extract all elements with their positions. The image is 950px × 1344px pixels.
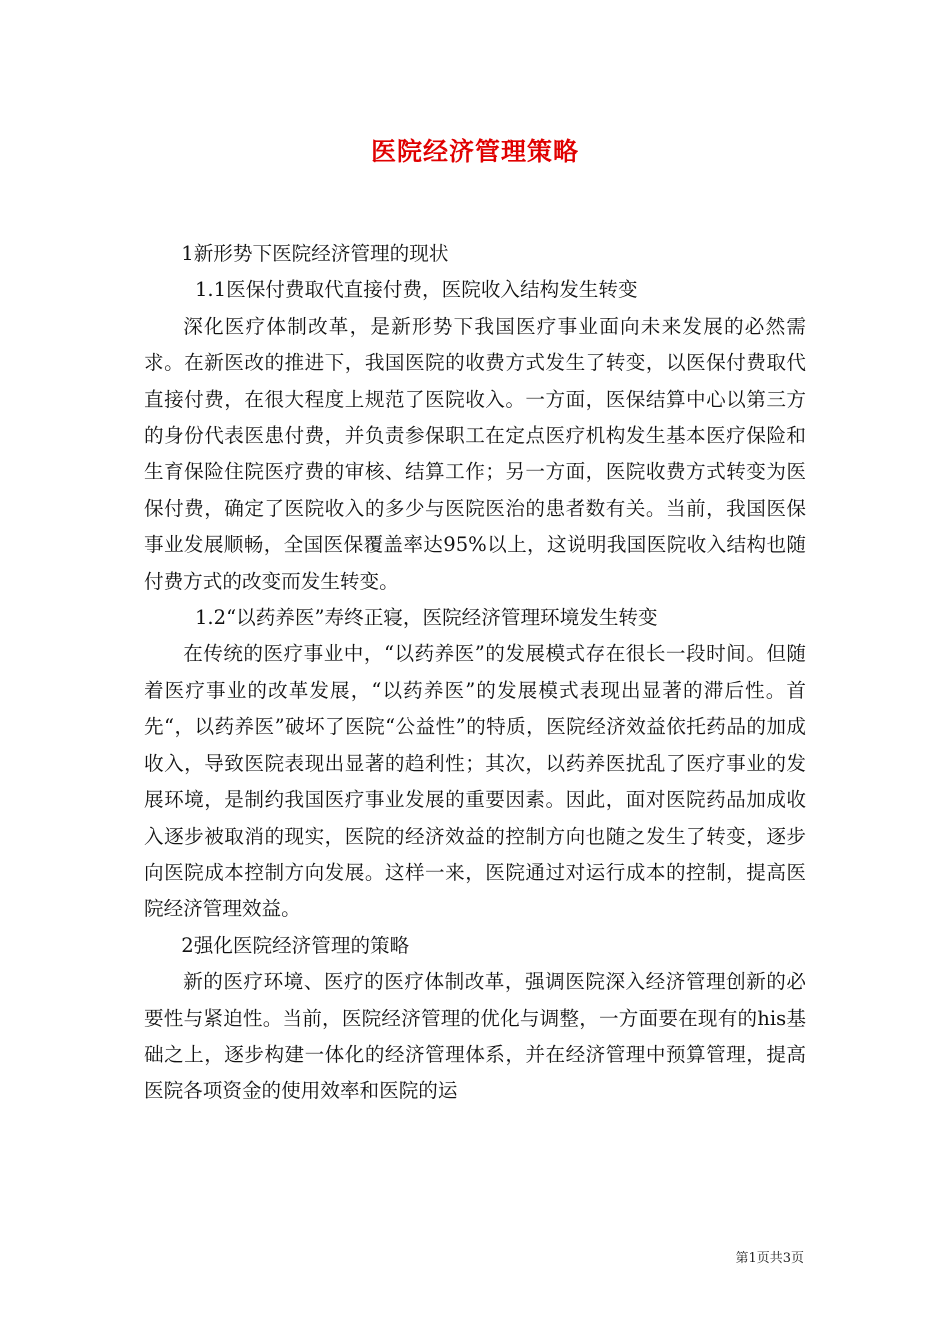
paragraph-2: 新的医疗环境、医疗的医疗体制改革，强调医院深入经济管理创新的必要性与紧迫性。当前，医院经济管理的优化与调整，一方面要在现有的his基础之上，逐步构建一体化的经济管理体系，并在经济管理中预算管理，提高医院各项资金的使用效率和医院的运 xyxy=(144,970,806,1103)
subsection-heading-1-1: 1.1医保付费取代直接付费，医院收入结构发生转变 xyxy=(194,278,638,302)
section-heading-2: 2强化医院经济管理的策略 xyxy=(181,933,410,957)
paragraph-1-2: 在传统的医疗事业中，“以药养医”的发展模式存在很长一段时间。但随着医疗事业的改革发展，“以药养医”的发展模式表现出显著的滞后性。首先“，以药养医”破坏了医院“公益性”的特质，医院经济效益依托药品的加成收入，导致医院表现出显著的趋利性；其次，以药养医扰乱了医疗事业的发展环境，是制约我国医疗事业发展的重要因素。因此，面对医院药品加成收入逐步被取消的现实，医院的经济效益的控制方向也随之发生了转变，逐步向医院成本控制方向发展。这样一来，医院通过对运行成本的控制，提高医院经济管理效益。 xyxy=(144,642,806,921)
section-heading-1: 1新形势下医院经济管理的现状 xyxy=(181,242,449,265)
document-body xyxy=(144,236,806,1110)
page-number: 第1页共3页 xyxy=(735,1251,804,1266)
document-title: 医院经济管理策略 xyxy=(370,137,579,166)
paragraph-1-1: 深化医疗体制改革，是新形势下我国医疗事业面向未来发展的必然需求。在新医改的推进下，我国医院的收费方式发生了转变，以医保付费取代直接付费，在很大程度上规范了医院收入。一方面，医保结算中心以第三方的身份代表医患付费，并负责参保职工在定点医疗机构发生基本医疗保险和生育保险住院医疗费的审核、结算工作；另一方面，医院收费方式转变为医保付费，确定了医院收入的多少与医院医治的患者数有关。当前，我国医保事业发展顺畅，全国医保覆盖率达95%以上，这说明我国医院收入结构也随付费方式的改变而发生转变。 xyxy=(144,314,806,593)
subsection-heading-1-2: 1.2“以药养医”寿终正寝，医院经济管理环境发生转变 xyxy=(194,606,658,630)
